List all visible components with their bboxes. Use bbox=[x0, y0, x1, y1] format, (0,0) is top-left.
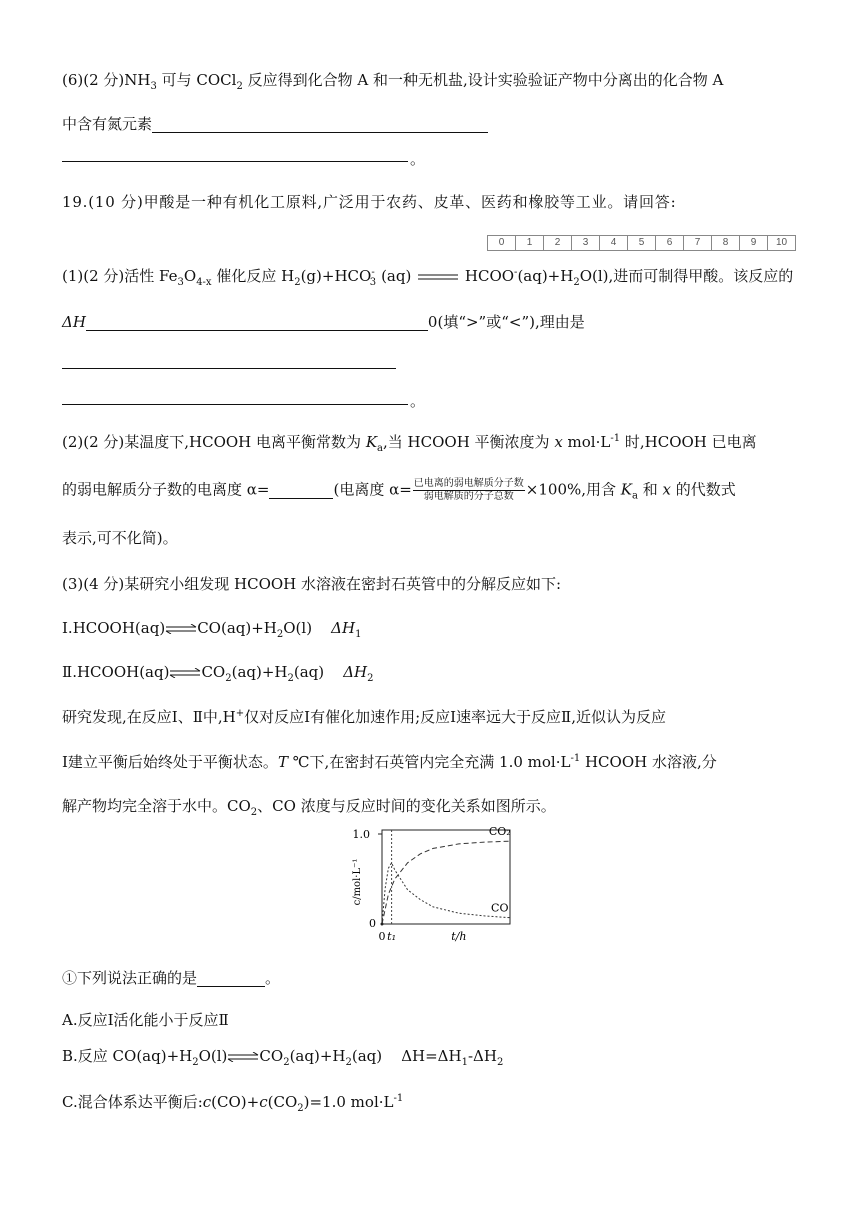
score-cell-2[interactable]: 2 bbox=[544, 236, 572, 250]
y-tick-label: 1.0 bbox=[352, 828, 370, 841]
x-tick-label: 0 bbox=[378, 930, 386, 943]
q19-3-text2: Ⅰ建立平衡后始终处于平衡状态。T ℃下,在密封石英管内完全充满 1.0 $mol\cdot L^{-1}$ HCOOH 水溶液,分 bbox=[62, 753, 717, 771]
score-cell-9[interactable]: 9 bbox=[740, 236, 768, 250]
series-label-co2: CO₂ bbox=[488, 825, 511, 839]
score-cell-6[interactable]: 6 bbox=[656, 236, 684, 250]
reaction-1: Ⅰ.HCOOH(aq) $CO(aq)+H_2O(l)$ $\Delta H_1$ bbox=[62, 619, 362, 640]
score-cell-5[interactable]: 5 bbox=[628, 236, 656, 250]
score-cell-7[interactable]: 7 bbox=[684, 236, 712, 250]
equals-arrow-icon bbox=[416, 272, 460, 282]
origin-point bbox=[381, 923, 384, 926]
answer-blank[interactable] bbox=[62, 368, 396, 369]
answer-blank[interactable] bbox=[62, 161, 408, 162]
q19-3-text3: 解产物均完全溶于水中。$CO_2$、CO 浓度与反应时间的变化关系如图所示。 bbox=[62, 797, 556, 818]
answer-blank[interactable] bbox=[197, 970, 265, 987]
q19-1-line1: (1)(2 分)活性 $Fe_3O_{4-x}$ 催化反应 $H_2(g)+HCO^-_3$ (aq) $HCOO^-(aq)+H_2O(l)$,进而可制得甲酸。该反应的 bbox=[62, 267, 794, 288]
q19-2-line2: 的弱电解质分子数的电离度 α= (电离度 α= $\frac{\text{已电离的弱电解质分子数}}{\text{弱电解质的分子总数}}$ ×100%,用含 $K_a$ 和 x 的代数式 bbox=[62, 478, 736, 502]
q18-6-line1: (6)(2 分)$NH_3$ 可与 COCl$_2$ 反应得到化合物 A 和一种无机盐,设计实验验证产物中分离出的化合物 A bbox=[62, 71, 724, 92]
equilibrium-arrow-icon bbox=[165, 624, 197, 634]
q19-1-line2: ΔH 0(填“>”或“<”),理由是 bbox=[62, 313, 585, 331]
score-cell-3[interactable]: 3 bbox=[572, 236, 600, 250]
series-label-co: CO bbox=[491, 901, 509, 915]
q19-title: 19.(10 分)甲酸是一种有机化工原料,广泛用于农药、皮革、医药和橡胶等工业。请回答: bbox=[62, 193, 677, 211]
option-a: A.反应Ⅰ活化能小于反应Ⅱ bbox=[62, 1011, 229, 1029]
score-cell-4[interactable]: 4 bbox=[600, 236, 628, 250]
chart-axes bbox=[352, 828, 510, 943]
concentration-time-chart bbox=[340, 822, 522, 952]
answer-blank[interactable] bbox=[269, 482, 333, 499]
answer-blank[interactable] bbox=[152, 116, 488, 133]
q19-2-line1: (2)(2 分)某温度下,HCOOH 电离平衡常数为 $K_a$,当 HCOOH 平衡浓度为 x $mol\cdot L^{-1}$ 时,HCOOH 已电离 bbox=[62, 433, 757, 454]
equilibrium-arrow-icon bbox=[169, 668, 201, 678]
score-cell-8[interactable]: 8 bbox=[712, 236, 740, 250]
equilibrium-arrow-icon bbox=[227, 1052, 259, 1062]
period: 。 bbox=[410, 392, 426, 410]
q19-3-text1: 研究发现,在反应Ⅰ、Ⅱ中,H+仅对反应Ⅰ有催化加速作用;反应Ⅰ速率远大于反应Ⅱ,近似认为反应 bbox=[62, 708, 667, 726]
score-cell-10[interactable]: 10 bbox=[775, 237, 788, 248]
series-line-co bbox=[382, 863, 510, 924]
score-grid bbox=[487, 235, 796, 251]
x-axis-label: t/h bbox=[451, 930, 467, 943]
option-b: B.反应 $CO(aq)+H_2O(l)$ $CO_2(aq)+H_2(aq)$ $\Delta H=\Delta H_1-\Delta H_2$ bbox=[62, 1047, 504, 1068]
x-tick-label: t₁ bbox=[387, 930, 397, 943]
chart-marks bbox=[381, 825, 511, 925]
period: 。 bbox=[410, 150, 426, 168]
score-cell-1[interactable]: 1 bbox=[516, 236, 544, 250]
score-cell-0[interactable]: 0 bbox=[488, 236, 516, 250]
q19-3-sub1: ①下列说法正确的是 。 bbox=[62, 969, 281, 987]
answer-blank[interactable] bbox=[86, 314, 428, 331]
option-c: C.混合体系达平衡后$:c(CO)+c(CO_2)=1.0$ $mol\cdot L^{-1}$ bbox=[62, 1093, 404, 1114]
reaction-2: Ⅱ.HCOOH(aq) $CO_2(aq)+H_2(aq)$ $\Delta H_2$ bbox=[62, 663, 374, 684]
q18-6-line2: 中含有氮元素 bbox=[62, 114, 488, 134]
ionization-fraction: $\frac{\text{已电离的弱电解质分子数}}{\text{弱电解质的分子总数}}$ bbox=[413, 478, 524, 502]
answer-blank[interactable] bbox=[62, 404, 408, 405]
y-tick-label: 0 bbox=[369, 917, 376, 930]
q19-3-intro: (3)(4 分)某研究小组发现 HCOOH 水溶液在密封石英管中的分解反应如下: bbox=[62, 575, 562, 593]
y-axis-label: c/mol·L⁻¹ bbox=[352, 858, 363, 906]
q19-2-line3: 表示,可不化简)。 bbox=[62, 529, 178, 547]
